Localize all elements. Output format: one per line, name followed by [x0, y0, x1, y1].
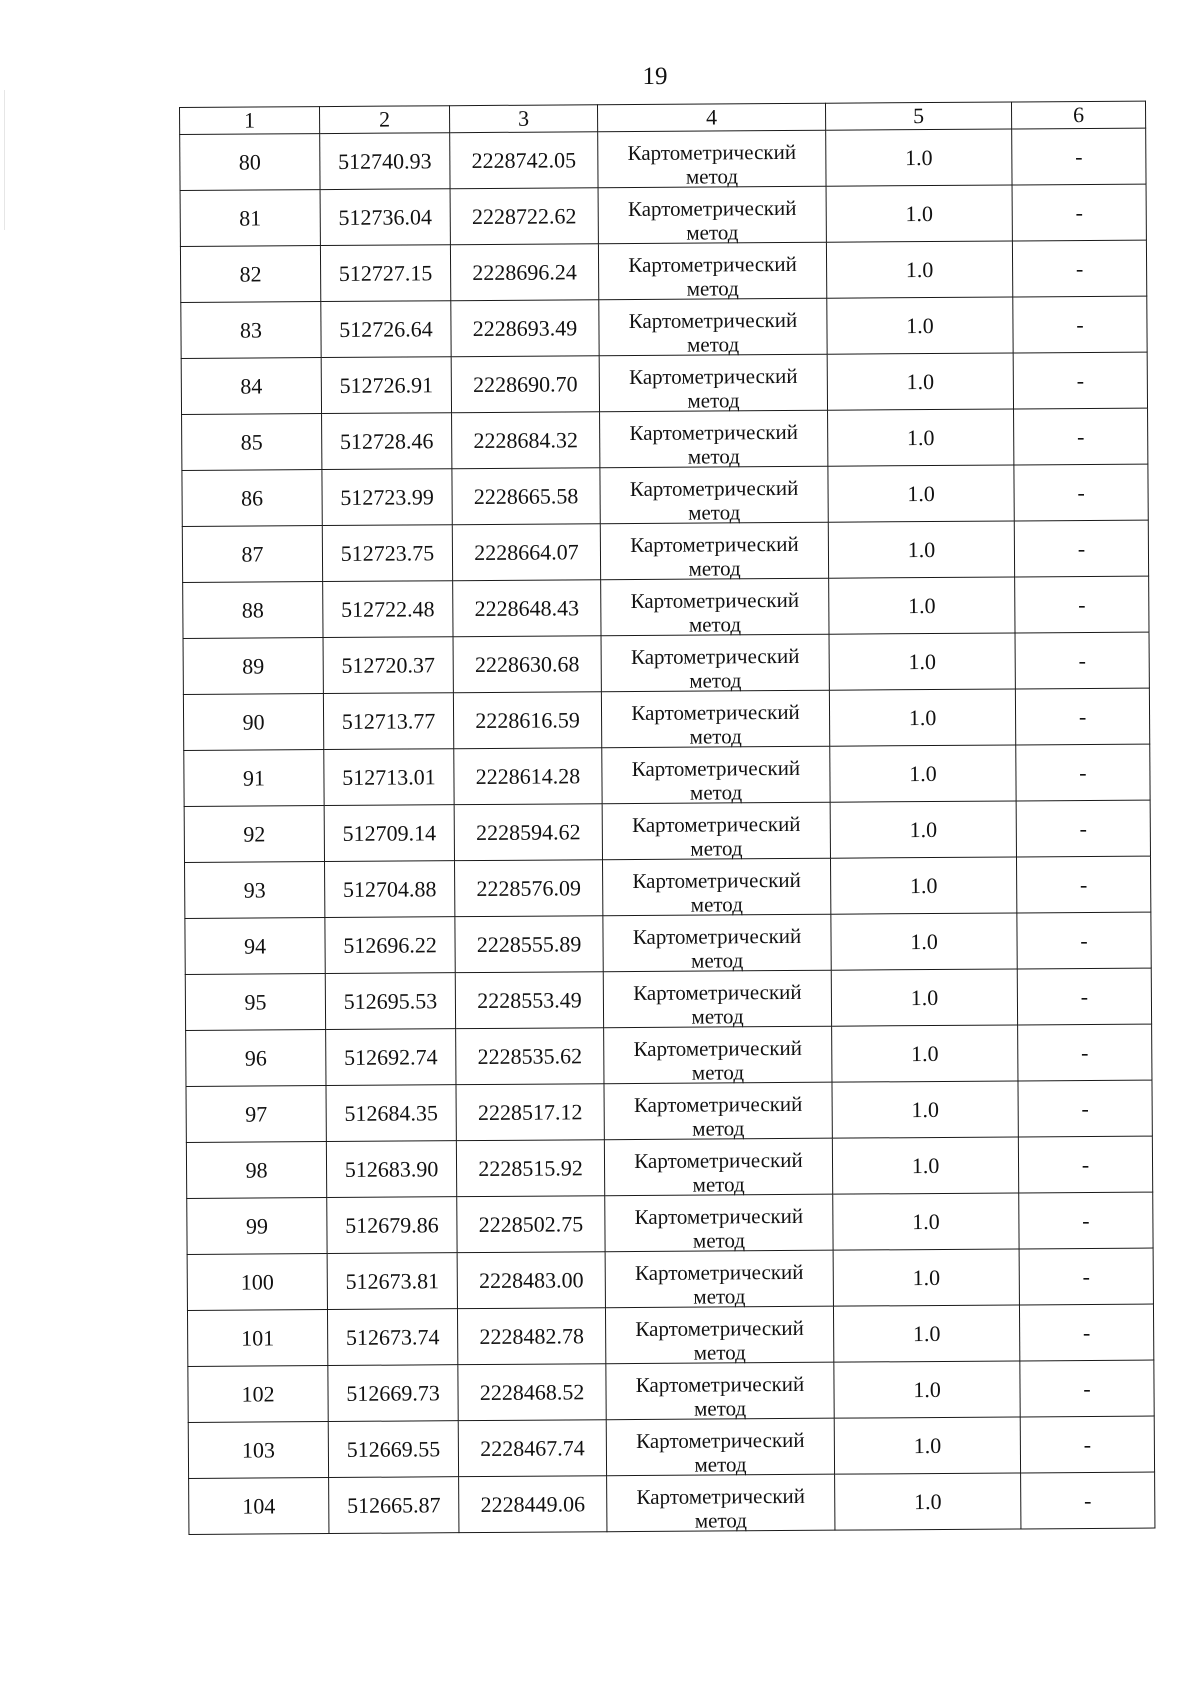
table-row [185, 968, 1151, 1030]
accuracy-cell: 1.0 [828, 521, 1014, 578]
method-text-line-2: метод [690, 835, 743, 861]
method-text-line-1: Картометрический [633, 1035, 803, 1061]
accuracy-cell: 1.0 [832, 1137, 1018, 1194]
method-cell [603, 914, 831, 972]
table-row [180, 184, 1146, 246]
note-cell: - [1017, 968, 1151, 1025]
method-cell [605, 1306, 833, 1364]
table-row [187, 1304, 1153, 1366]
note-cell: - [1018, 1024, 1152, 1081]
note-cell: - [1012, 240, 1146, 297]
accuracy-cell: 1.0 [829, 577, 1015, 634]
table-row [181, 352, 1147, 414]
method-text-line-1: Картометрический [630, 643, 800, 669]
method-cell [602, 746, 830, 804]
x-coordinate-cell: 512669.55 [328, 1421, 458, 1478]
x-coordinate-cell: 512695.53 [325, 973, 455, 1030]
x-coordinate-cell: 512683.90 [326, 1141, 456, 1198]
accuracy-cell: 1.0 [834, 1361, 1020, 1418]
y-coordinate-cell: 2228535.62 [456, 1028, 604, 1085]
x-coordinate-cell: 512727.15 [320, 245, 450, 302]
method-text-line-2: метод [694, 1395, 747, 1421]
note-cell: - [1013, 296, 1147, 353]
note-cell: - [1018, 1080, 1152, 1137]
y-coordinate-cell: 2228614.28 [454, 748, 602, 805]
x-coordinate-cell: 512684.35 [326, 1085, 456, 1142]
method-text-line-2: метод [686, 275, 739, 301]
table-row [182, 408, 1148, 470]
x-coordinate-cell: 512696.22 [325, 917, 455, 974]
method-cell [605, 1194, 833, 1252]
point-number-cell: 93 [185, 862, 325, 919]
coordinates-table-body [180, 101, 1155, 1534]
method-text-line-2: метод [685, 163, 739, 189]
method-cell [604, 1082, 832, 1140]
method-cell [600, 522, 828, 580]
table-row [187, 1248, 1153, 1310]
method-text-line-2: метод [687, 443, 740, 469]
method-text-line-2: метод [689, 723, 742, 749]
accuracy-cell: 1.0 [833, 1249, 1019, 1306]
method-text-line-1: Картометрический [636, 1427, 805, 1453]
y-coordinate-cell: 2228468.52 [458, 1364, 606, 1421]
method-text-line-1: Картометрический [630, 531, 799, 557]
table-row [180, 240, 1146, 302]
scan-edge-shadow [4, 90, 5, 230]
point-number-cell: 81 [180, 190, 320, 247]
point-number-cell: 85 [182, 414, 322, 471]
method-text-line-2: метод [694, 1451, 747, 1477]
method-text-line-2: метод [686, 219, 739, 245]
method-text-line-2: метод [691, 1003, 744, 1029]
table-row [186, 1024, 1152, 1086]
point-number-cell: 84 [181, 358, 321, 415]
note-cell: - [1012, 184, 1146, 241]
table-row [185, 912, 1151, 974]
y-coordinate-cell: 2228693.49 [451, 300, 599, 357]
point-number-cell: 98 [186, 1142, 326, 1199]
y-coordinate-cell: 2228664.07 [452, 524, 600, 581]
x-coordinate-cell: 512740.93 [320, 133, 450, 190]
y-coordinate-cell: 2228517.12 [456, 1084, 604, 1141]
method-text-line-1: Картометрический [633, 1091, 803, 1117]
y-coordinate-cell: 2228690.70 [451, 356, 599, 413]
note-cell: - [1015, 632, 1149, 689]
method-text-line-2: метод [694, 1507, 748, 1533]
table-row [188, 1360, 1154, 1422]
method-text-line-2: метод [690, 891, 743, 917]
method-cell [605, 1250, 833, 1308]
point-number-cell: 89 [183, 638, 323, 695]
x-coordinate-cell: 512720.37 [323, 637, 453, 694]
point-number-cell: 92 [184, 806, 324, 863]
accuracy-cell: 1.0 [833, 1305, 1019, 1362]
point-number-cell: 104 [189, 1478, 329, 1535]
accuracy-cell: 1.0 [826, 129, 1012, 186]
method-text-line-1: Картометрический [634, 1203, 804, 1229]
x-coordinate-cell: 512726.91 [321, 357, 451, 414]
table-row [186, 1136, 1152, 1198]
point-number-cell: 103 [188, 1422, 328, 1479]
header-cell-2: 2 [320, 106, 450, 134]
note-cell: - [1014, 408, 1148, 465]
method-text-line-1: Картометрический [627, 139, 797, 165]
y-coordinate-cell: 2228648.43 [453, 580, 601, 637]
x-coordinate-cell: 512713.01 [324, 749, 454, 806]
point-number-cell: 95 [185, 974, 325, 1031]
method-cell [599, 298, 827, 356]
method-text-line-1: Картометрический [631, 811, 801, 837]
x-coordinate-cell: 512709.14 [324, 805, 454, 862]
note-cell: - [1019, 1248, 1153, 1305]
method-cell [601, 690, 829, 748]
method-text-line-2: метод [689, 667, 742, 693]
method-text-line-1: Картометрический [635, 1315, 804, 1341]
note-cell: - [1020, 1360, 1154, 1417]
method-text-line-1: Картометрический [631, 699, 800, 725]
x-coordinate-cell: 512665.87 [329, 1477, 459, 1534]
method-text-line-1: Картометрический [632, 923, 802, 949]
method-cell [604, 1026, 832, 1084]
method-cell [607, 1474, 835, 1532]
note-cell: - [1017, 912, 1151, 969]
point-number-cell: 94 [185, 918, 325, 975]
point-number-cell: 97 [186, 1086, 326, 1143]
note-cell: - [1016, 800, 1150, 857]
note-cell: - [1013, 352, 1147, 409]
point-number-cell: 88 [183, 582, 323, 639]
x-coordinate-cell: 512713.77 [323, 693, 453, 750]
point-number-cell: 91 [184, 750, 324, 807]
accuracy-cell: 1.0 [830, 801, 1016, 858]
note-cell: - [1021, 1472, 1155, 1529]
table-row [187, 1192, 1153, 1254]
x-coordinate-cell: 512692.74 [326, 1029, 456, 1086]
header-cell-5: 5 [825, 102, 1011, 130]
note-cell: - [1020, 1416, 1154, 1473]
method-cell [598, 242, 826, 300]
x-coordinate-cell: 512673.81 [327, 1253, 457, 1310]
method-text-line-2: метод [687, 387, 740, 413]
table-row [182, 520, 1148, 582]
note-cell: - [1014, 464, 1148, 521]
accuracy-cell: 1.0 [828, 409, 1014, 466]
method-text-line-2: метод [688, 611, 742, 637]
y-coordinate-cell: 2228630.68 [453, 636, 601, 693]
accuracy-cell: 1.0 [828, 465, 1014, 522]
method-text-line-1: Картометрический [630, 587, 800, 613]
table-row [181, 296, 1147, 358]
method-cell [600, 466, 828, 524]
method-cell [601, 578, 829, 636]
x-coordinate-cell: 512728.46 [322, 413, 452, 470]
y-coordinate-cell: 2228449.06 [459, 1476, 607, 1533]
accuracy-cell: 1.0 [829, 689, 1015, 746]
y-coordinate-cell: 2228555.89 [455, 916, 603, 973]
method-cell [603, 970, 831, 1028]
x-coordinate-cell: 512726.64 [321, 301, 451, 358]
table-row [183, 688, 1149, 750]
y-coordinate-cell: 2228576.09 [455, 860, 603, 917]
method-text-line-1: Картометрический [635, 1371, 805, 1397]
accuracy-cell: 1.0 [833, 1193, 1019, 1250]
method-text-line-2: метод [688, 555, 741, 581]
method-cell [598, 186, 826, 244]
accuracy-cell: 1.0 [832, 1081, 1018, 1138]
table-row [183, 576, 1149, 638]
point-number-cell: 80 [180, 134, 320, 191]
method-cell [600, 410, 828, 468]
method-text-line-2: метод [688, 499, 741, 525]
method-text-line-1: Картометрический [631, 755, 801, 781]
method-text-line-2: метод [693, 1283, 746, 1309]
accuracy-cell: 1.0 [826, 185, 1012, 242]
method-text-line-1: Картометрический [629, 475, 799, 501]
accuracy-cell: 1.0 [830, 745, 1016, 802]
note-cell: - [1016, 744, 1150, 801]
y-coordinate-cell: 2228467.74 [458, 1420, 606, 1477]
method-text-line-2: метод [689, 779, 743, 805]
y-coordinate-cell: 2228482.78 [457, 1308, 605, 1365]
header-cell-6: 6 [1011, 101, 1145, 129]
accuracy-cell: 1.0 [826, 241, 1012, 298]
method-text-line-1: Картометрический [634, 1259, 804, 1285]
header-cell-1: 1 [180, 107, 320, 135]
note-cell: - [1015, 688, 1149, 745]
point-number-cell: 82 [180, 246, 320, 303]
y-coordinate-cell: 2228696.24 [450, 244, 598, 301]
method-text-line-2: метод [691, 1059, 745, 1085]
accuracy-cell: 1.0 [834, 1417, 1020, 1474]
point-number-cell: 86 [182, 470, 322, 527]
note-cell: - [1014, 520, 1148, 577]
coordinates-table [179, 101, 1155, 1535]
point-number-cell: 96 [186, 1030, 326, 1087]
method-text-line-2: метод [692, 1227, 746, 1253]
method-text-line-1: Картометрический [632, 867, 801, 893]
accuracy-cell: 1.0 [830, 857, 1016, 914]
x-coordinate-cell: 512723.99 [322, 469, 452, 526]
header-cell-3: 3 [449, 105, 597, 133]
y-coordinate-cell: 2228483.00 [457, 1252, 605, 1309]
y-coordinate-cell: 2228594.62 [454, 804, 602, 861]
method-cell [603, 858, 831, 916]
table-row [188, 1416, 1154, 1478]
y-coordinate-cell: 2228722.62 [450, 188, 598, 245]
table-row [183, 632, 1149, 694]
method-text-line-1: Картометрический [634, 1147, 803, 1173]
table-row [186, 1080, 1152, 1142]
accuracy-cell: 1.0 [827, 297, 1013, 354]
x-coordinate-cell: 512723.75 [322, 525, 452, 582]
table-row [184, 744, 1150, 806]
table-row [184, 800, 1150, 862]
y-coordinate-cell: 2228616.59 [453, 692, 601, 749]
table-row [180, 128, 1146, 190]
method-cell [599, 354, 827, 412]
point-number-cell: 101 [187, 1310, 327, 1367]
y-coordinate-cell: 2228553.49 [455, 972, 603, 1029]
method-text-line-1: Картометрический [628, 307, 798, 333]
point-number-cell: 83 [181, 302, 321, 359]
method-text-line-1: Картометрический [628, 251, 797, 277]
y-coordinate-cell: 2228665.58 [452, 468, 600, 525]
accuracy-cell: 1.0 [835, 1473, 1021, 1530]
accuracy-cell: 1.0 [831, 969, 1017, 1026]
method-cell [601, 634, 829, 692]
y-coordinate-cell: 2228684.32 [452, 412, 600, 469]
accuracy-cell: 1.0 [827, 353, 1013, 410]
method-cell [598, 130, 826, 188]
note-cell: - [1018, 1136, 1152, 1193]
method-text-line-1: Картометрический [636, 1483, 806, 1509]
y-coordinate-cell: 2228742.05 [450, 132, 598, 189]
note-cell: - [1012, 128, 1146, 185]
accuracy-cell: 1.0 [831, 913, 1017, 970]
method-cell [604, 1138, 832, 1196]
page-number: 19 [642, 63, 668, 90]
x-coordinate-cell: 512704.88 [325, 861, 455, 918]
method-text-line-2: метод [691, 947, 744, 973]
y-coordinate-cell: 2228502.75 [457, 1196, 605, 1253]
method-text-line-1: Картометрический [627, 195, 797, 221]
y-coordinate-cell: 2228515.92 [456, 1140, 604, 1197]
method-text-line-1: Картометрический [628, 363, 798, 389]
table-row [182, 464, 1148, 526]
x-coordinate-cell: 512722.48 [323, 581, 453, 638]
table-row [189, 1472, 1155, 1534]
accuracy-cell: 1.0 [829, 633, 1015, 690]
method-text-line-1: Картометрический [633, 979, 802, 1005]
point-number-cell: 87 [182, 526, 322, 583]
point-number-cell: 90 [183, 694, 323, 751]
x-coordinate-cell: 512673.74 [327, 1309, 457, 1366]
note-cell: - [1016, 856, 1150, 913]
accuracy-cell: 1.0 [832, 1025, 1018, 1082]
note-cell: - [1019, 1192, 1153, 1249]
point-number-cell: 100 [187, 1254, 327, 1311]
x-coordinate-cell: 512679.86 [327, 1197, 457, 1254]
x-coordinate-cell: 512736.04 [320, 189, 450, 246]
method-text-line-2: метод [686, 331, 740, 357]
header-cell-4: 4 [597, 103, 825, 132]
note-cell: - [1019, 1304, 1153, 1361]
point-number-cell: 99 [187, 1198, 327, 1255]
method-text-line-2: метод [693, 1339, 746, 1365]
method-text-line-1: Картометрический [629, 419, 798, 445]
point-number-cell: 102 [188, 1366, 328, 1423]
table-row [185, 856, 1151, 918]
method-cell [606, 1418, 834, 1476]
method-cell [602, 802, 830, 860]
method-cell [606, 1362, 834, 1420]
method-text-line-2: метод [692, 1115, 745, 1141]
x-coordinate-cell: 512669.73 [328, 1365, 458, 1422]
note-cell: - [1015, 576, 1149, 633]
method-text-line-2: метод [692, 1171, 745, 1197]
